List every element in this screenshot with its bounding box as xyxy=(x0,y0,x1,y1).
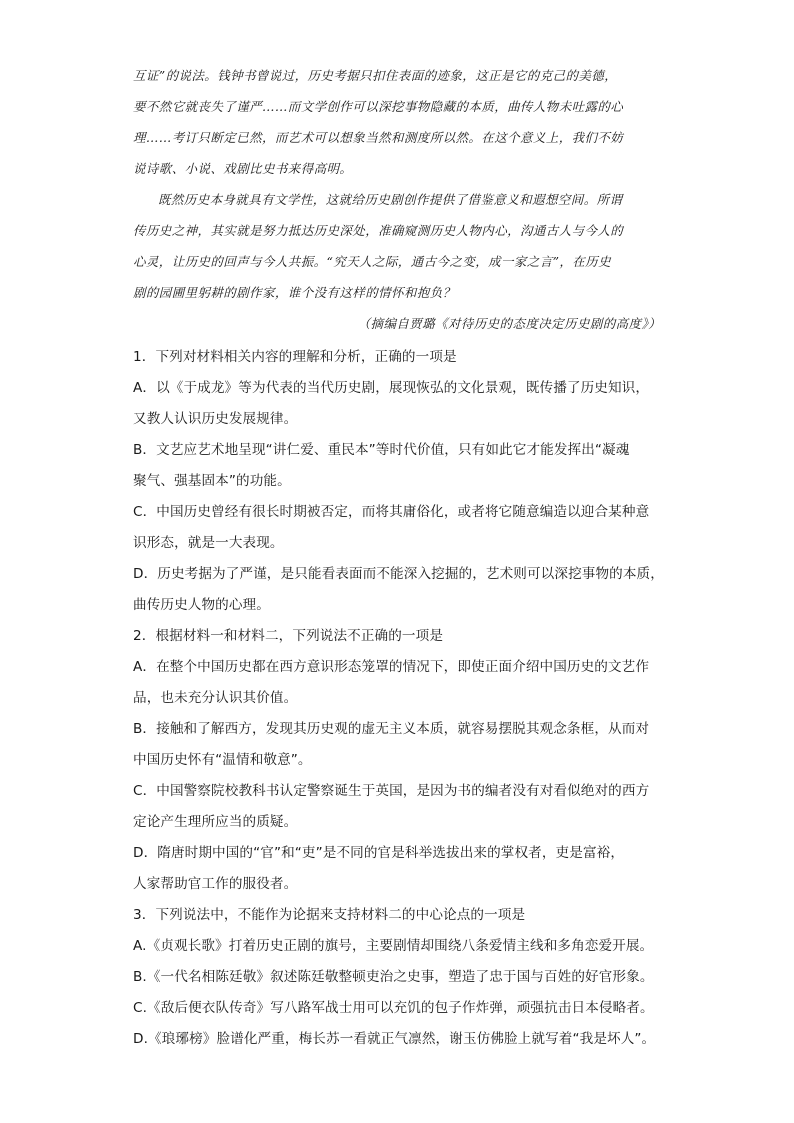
question-2-option-c: C．中国警察院校教科书认定警察诞生于英国，是因为书的编者没有对看似绝对的西方 xyxy=(133,783,650,799)
question-1-option-d-cont: 曲传历史人物的心理。 xyxy=(133,597,270,613)
question-2-stem: 2．根据材料一和材料二，下列说法不正确的一项是 xyxy=(133,628,444,644)
passage-line: 说诗歌、小说、戏剧比史书来得高明。 xyxy=(133,161,353,176)
question-1-option-a-cont: 又教人认识历史发展规律。 xyxy=(133,411,298,427)
question-list xyxy=(133,342,679,1055)
question-3-option-c: C.《敌后便衣队传奇》写八路军战士用可以充饥的包子作炸弹，顽强抗击日本侵略者。 xyxy=(133,1000,654,1016)
question-3-option-a: A.《贞观长歌》打着历史正剧的旗号，主要剧情却围绕八条爱情主线和多角恋爱开展。 xyxy=(133,938,654,954)
question-1-stem: 1．下列对材料相关内容的理解和分析，正确的一项是 xyxy=(133,349,457,365)
question-1-option-a: A．以《于成龙》等为代表的当代历史剧，展现恢弘的文化景观，既传播了历史知识， xyxy=(133,380,650,396)
passage-line: 既然历史本身就具有文学性，这就给历史剧创作提供了借鉴意义和遐想空间。所谓 xyxy=(158,192,623,207)
question-3-stem: 3．下列说法中，不能作为论据来支持材料二的中心论点的一项是 xyxy=(133,907,526,923)
question-1-option-b: B．文艺应艺术地呈现“讲仁爱、重民本”等时代价值，只有如此它才能发挥出“凝魂 xyxy=(133,442,630,458)
passage-line: 传历史之神，其实就是努力抵达历史深处，准确窥测历史人物内心，沟通古人与今人的 xyxy=(133,223,624,238)
question-2-option-a-cont: 品，也未充分认识其价值。 xyxy=(133,690,298,706)
passage-line: 理……考订只断定已然，而艺术可以想象当然和测度所以然。在这个意义上，我们不妨 xyxy=(133,130,624,145)
passage-source: （摘编自贾璐《对待历史的态度决定历史剧的高度》） xyxy=(357,316,661,331)
passage-line: 互证”的说法。钱钟书曾说过，历史考据只扣住表面的迹象，这正是它的克己的美德， xyxy=(133,68,618,83)
question-1-option-b-cont: 聚气、强基固本”的功能。 xyxy=(133,473,291,489)
reading-passage xyxy=(133,60,663,339)
question-3-option-b: B.《一代名相陈廷敬》叙述陈廷敬整顿吏治之史事，塑造了忠于国与百姓的好官形象。 xyxy=(133,969,654,985)
question-1-option-c-cont: 识形态，就是一大表现。 xyxy=(133,535,284,551)
question-1-option-d: D．历史考据为了严谨，是只能看表面而不能深入挖掘的，艺术则可以深挖事物的本质， xyxy=(133,566,664,582)
question-2-option-b-cont: 中国历史怀有“温情和敬意”。 xyxy=(133,752,312,768)
question-1-option-c: C．中国历史曾经有很长时期被否定，而将其庸俗化，或者将它随意编造以迎合某种意 xyxy=(133,504,650,520)
question-2-option-a: A．在整个中国历史都在西方意识形态笼罩的情况下，即使正面介绍中国历史的文艺作 xyxy=(133,659,650,675)
passage-line: 剧的园圃里躬耕的剧作家，谁个没有这样的情怀和抱负？ xyxy=(133,285,456,300)
question-2-option-d: D．隋唐时期中国的“官”和“吏”是不同的官是科举选拔出来的掌权者，吏是富裕， xyxy=(133,845,625,861)
question-2-option-d-cont: 人家帮助官工作的服役者。 xyxy=(133,876,298,892)
passage-line: 要不然它就丧失了谨严……而文学创作可以深挖事物隐藏的本质，曲传人物未吐露的心 xyxy=(133,99,624,114)
question-2-option-c-cont: 定论产生理所应当的质疑。 xyxy=(133,814,298,830)
passage-line: 心灵，让历史的回声与今人共振。“究天人之际，通古今之变，成一家之言”，在历史 xyxy=(133,254,611,269)
question-2-option-b: B．接触和了解西方，发现其历史观的虚无主义本质，就容易摆脱其观念条框，从而对 xyxy=(133,721,650,737)
question-3-option-d: D.《琅琊榜》脸谱化严重，梅长苏一看就正气凛然，谢玉仿佛脸上就写着“我是坏人”。 xyxy=(133,1031,656,1047)
